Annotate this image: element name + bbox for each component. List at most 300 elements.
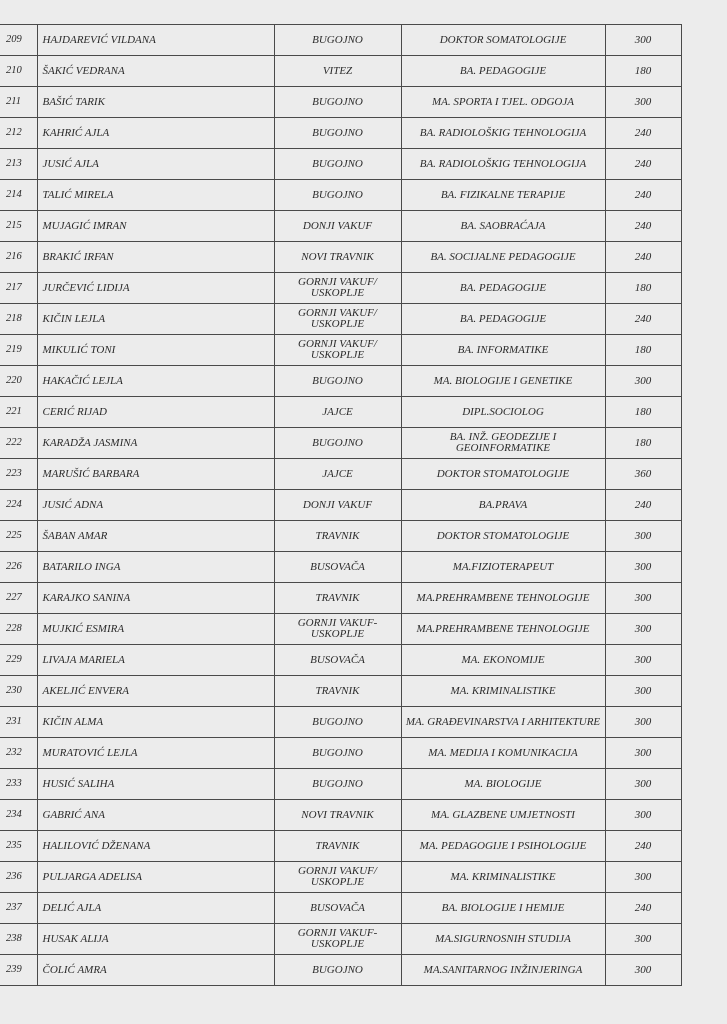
- study-program: MA. PEDAGOGIJE I PSIHOLOGIJE: [419, 840, 587, 852]
- row-number: 210: [6, 65, 22, 76]
- ects-points: 300: [634, 871, 652, 883]
- row-number-cell: [0, 25, 37, 56]
- ects-points-cell: [605, 552, 681, 583]
- study-program: BA. SOCIJALNE PEDAGOGIJE: [430, 251, 576, 263]
- study-program-cell: [401, 180, 605, 211]
- municipality-cell: [274, 242, 401, 273]
- ects-points: 360: [634, 468, 652, 480]
- municipality: JAJCE: [322, 468, 353, 480]
- row-number-cell: [0, 707, 37, 738]
- person-name-cell: [37, 583, 274, 614]
- ects-points-cell: [605, 738, 681, 769]
- study-program: MA. BIOLOGIJE I GENETIKE: [433, 375, 573, 387]
- ects-points: 240: [634, 902, 652, 914]
- study-program-cell: [401, 800, 605, 831]
- municipality-cell: [274, 769, 401, 800]
- ects-points: 300: [634, 623, 652, 635]
- row-number-cell: [0, 676, 37, 707]
- municipality: GORNJI VAKUF/ USKOPLJE: [298, 865, 377, 888]
- study-program-cell: [401, 490, 605, 521]
- row-number-cell: [0, 862, 37, 893]
- ects-points-cell: [605, 924, 681, 955]
- roster-table: [0, 24, 682, 986]
- study-program-cell: [401, 211, 605, 242]
- person-name-cell: [37, 273, 274, 304]
- ects-points: 300: [634, 561, 652, 573]
- municipality: NOVI TRAVNIK: [301, 251, 374, 263]
- ects-points-cell: [605, 521, 681, 552]
- row-number-cell: [0, 428, 37, 459]
- ects-points: 240: [634, 220, 652, 232]
- municipality: BUGOJNO: [312, 375, 363, 387]
- row-number: 223: [6, 468, 22, 479]
- study-program-cell: [401, 831, 605, 862]
- table-row: [0, 335, 681, 366]
- study-program-cell: [401, 366, 605, 397]
- person-name: KARADŽA JASMINA: [42, 437, 138, 449]
- ects-points: 300: [634, 34, 652, 46]
- person-name: MUJAGIĆ IMRAN: [42, 220, 127, 232]
- row-number: 224: [6, 499, 22, 510]
- row-number: 230: [6, 685, 22, 696]
- municipality: DONJI VAKUF: [302, 499, 373, 511]
- table-row: [0, 149, 681, 180]
- table-row: [0, 397, 681, 428]
- municipality-cell: [274, 397, 401, 428]
- municipality: BUGOJNO: [312, 34, 363, 46]
- ects-points: 300: [634, 716, 652, 728]
- person-name: GABRIĆ ANA: [42, 809, 105, 821]
- study-program-cell: [401, 459, 605, 490]
- row-number: 219: [6, 344, 22, 355]
- ects-points-cell: [605, 242, 681, 273]
- ects-points-cell: [605, 149, 681, 180]
- study-program: BA. RADIOLOŠKIG TEHNOLOGIJA: [419, 158, 587, 170]
- row-number: 233: [6, 778, 22, 789]
- person-name: JUSIĆ ADNA: [42, 499, 104, 511]
- table-row: [0, 366, 681, 397]
- municipality-cell: [274, 87, 401, 118]
- municipality: BUGOJNO: [312, 964, 363, 976]
- ects-points: 300: [634, 809, 652, 821]
- ects-points-cell: [605, 211, 681, 242]
- person-name: JUSIĆ AJLA: [42, 158, 99, 170]
- municipality-cell: [274, 180, 401, 211]
- table-row: [0, 800, 681, 831]
- row-number-cell: [0, 769, 37, 800]
- person-name: LIVAJA MARIELA: [42, 654, 125, 666]
- study-program: BA. BIOLOGIJE I HEMIJE: [441, 902, 565, 914]
- study-program: MA. MEDIJA I KOMUNIKACIJA: [428, 747, 578, 759]
- row-number-cell: [0, 366, 37, 397]
- person-name-cell: [37, 366, 274, 397]
- table-row: [0, 211, 681, 242]
- municipality-cell: [274, 490, 401, 521]
- table-row: [0, 428, 681, 459]
- row-number: 239: [6, 964, 22, 975]
- row-number-cell: [0, 211, 37, 242]
- table-row: [0, 521, 681, 552]
- table-row: [0, 459, 681, 490]
- table-row: [0, 273, 681, 304]
- ects-points: 240: [634, 189, 652, 201]
- municipality-cell: [274, 211, 401, 242]
- person-name-cell: [37, 149, 274, 180]
- table-row: [0, 676, 681, 707]
- person-name: KAHRIĆ AJLA: [42, 127, 110, 139]
- study-program-cell: [401, 149, 605, 180]
- study-program: DOKTOR STOMATOLOGIJE: [436, 530, 570, 542]
- table-row: [0, 707, 681, 738]
- row-number: 216: [6, 251, 22, 262]
- study-program-cell: [401, 924, 605, 955]
- person-name-cell: [37, 893, 274, 924]
- study-program-cell: [401, 304, 605, 335]
- table-row: [0, 769, 681, 800]
- row-number-cell: [0, 304, 37, 335]
- municipality: GORNJI VAKUF- USKOPLJE: [297, 617, 378, 640]
- municipality-cell: [274, 335, 401, 366]
- study-program-cell: [401, 893, 605, 924]
- municipality-cell: [274, 149, 401, 180]
- ects-points: 240: [634, 840, 652, 852]
- municipality-cell: [274, 676, 401, 707]
- ects-points-cell: [605, 490, 681, 521]
- ects-points-cell: [605, 800, 681, 831]
- study-program-cell: [401, 769, 605, 800]
- ects-points: 300: [634, 747, 652, 759]
- person-name: ŠABAN AMAR: [42, 530, 108, 542]
- municipality: BUGOJNO: [312, 747, 363, 759]
- study-program: DOKTOR SOMATOLOGIJE: [439, 34, 567, 46]
- row-number: 221: [6, 406, 22, 417]
- ects-points-cell: [605, 955, 681, 986]
- person-name: JURČEVIĆ LIDIJA: [42, 282, 130, 294]
- ects-points: 300: [634, 964, 652, 976]
- ects-points-cell: [605, 707, 681, 738]
- row-number-cell: [0, 87, 37, 118]
- row-number-cell: [0, 831, 37, 862]
- table-row: [0, 862, 681, 893]
- person-name: HUSAK ALIJA: [42, 933, 109, 945]
- row-number: 213: [6, 158, 22, 169]
- person-name: HALILOVIĆ DŽENANA: [42, 840, 151, 852]
- study-program-cell: [401, 862, 605, 893]
- study-program: BA. RADIOLOŠKIG TEHNOLOGIJA: [419, 127, 587, 139]
- row-number: 211: [6, 96, 21, 107]
- ects-points-cell: [605, 862, 681, 893]
- person-name: MIKULIĆ TONI: [42, 344, 116, 356]
- row-number: 220: [6, 375, 22, 386]
- ects-points: 240: [634, 499, 652, 511]
- table-row: [0, 304, 681, 335]
- ects-points-cell: [605, 459, 681, 490]
- municipality-cell: [274, 366, 401, 397]
- row-number-cell: [0, 583, 37, 614]
- person-name: TALIĆ MIRELA: [42, 189, 114, 201]
- municipality-cell: [274, 25, 401, 56]
- person-name-cell: [37, 335, 274, 366]
- row-number-cell: [0, 490, 37, 521]
- study-program: MA.PREHRAMBENE TEHNOLOGIJE: [416, 623, 590, 635]
- study-program-cell: [401, 56, 605, 87]
- municipality-cell: [274, 614, 401, 645]
- municipality: BUGOJNO: [312, 778, 363, 790]
- person-name: HAJDAREVIĆ VILDANA: [42, 34, 156, 46]
- ects-points-cell: [605, 25, 681, 56]
- study-program: MA. SPORTA I TJEL. ODGOJA: [432, 96, 574, 108]
- ects-points: 300: [634, 96, 652, 108]
- municipality-cell: [274, 521, 401, 552]
- study-program-cell: [401, 645, 605, 676]
- ects-points-cell: [605, 769, 681, 800]
- row-number: 214: [6, 189, 22, 200]
- municipality: BUSOVAČA: [310, 654, 365, 666]
- study-program: MA. KRIMINALISTIKE: [450, 871, 556, 883]
- table-row: [0, 180, 681, 211]
- person-name-cell: [37, 707, 274, 738]
- row-number-cell: [0, 738, 37, 769]
- ects-points-cell: [605, 304, 681, 335]
- municipality-cell: [274, 738, 401, 769]
- person-name-cell: [37, 831, 274, 862]
- table-row: [0, 893, 681, 924]
- study-program: MA.SIGURNOSNIH STUDIJA: [435, 933, 571, 945]
- row-number: 217: [6, 282, 22, 293]
- row-number-cell: [0, 800, 37, 831]
- ects-points: 240: [634, 313, 652, 325]
- study-program-cell: [401, 428, 605, 459]
- person-name-cell: [37, 645, 274, 676]
- study-program: BA. FIZIKALNE TERAPIJE: [440, 189, 566, 201]
- table-row: [0, 831, 681, 862]
- person-name: ŠAKIĆ VEDRANA: [42, 65, 125, 77]
- row-number-cell: [0, 397, 37, 428]
- municipality: GORNJI VAKUF/ USKOPLJE: [298, 276, 377, 299]
- study-program-cell: [401, 118, 605, 149]
- study-program-cell: [401, 614, 605, 645]
- table-row: [0, 924, 681, 955]
- study-program: MA.FIZIOTERAPEUT: [452, 561, 554, 573]
- person-name: DELIĆ AJLA: [42, 902, 102, 914]
- ects-points: 300: [634, 592, 652, 604]
- row-number: 212: [6, 127, 22, 138]
- person-name-cell: [37, 118, 274, 149]
- person-name: BATARILO INGA: [42, 561, 121, 573]
- table-row: [0, 645, 681, 676]
- ects-points: 240: [634, 251, 652, 263]
- row-number-cell: [0, 645, 37, 676]
- person-name-cell: [37, 800, 274, 831]
- study-program: MA. GRAĐEVINARSTVA I ARHITEKTURE: [405, 716, 601, 728]
- ects-points-cell: [605, 645, 681, 676]
- study-program-cell: [401, 273, 605, 304]
- ects-points-cell: [605, 273, 681, 304]
- row-number-cell: [0, 924, 37, 955]
- ects-points-cell: [605, 56, 681, 87]
- person-name-cell: [37, 87, 274, 118]
- ects-points-cell: [605, 335, 681, 366]
- row-number-cell: [0, 118, 37, 149]
- study-program: BA.PRAVA: [478, 499, 528, 511]
- study-program-cell: [401, 955, 605, 986]
- table-row: [0, 955, 681, 986]
- municipality-cell: [274, 862, 401, 893]
- municipality-cell: [274, 800, 401, 831]
- row-number: 238: [6, 933, 22, 944]
- row-number-cell: [0, 335, 37, 366]
- row-number-cell: [0, 893, 37, 924]
- ects-points: 300: [634, 654, 652, 666]
- ects-points: 180: [634, 65, 652, 77]
- person-name-cell: [37, 924, 274, 955]
- study-program: MA.PREHRAMBENE TEHNOLOGIJE: [416, 592, 590, 604]
- study-program-cell: [401, 583, 605, 614]
- municipality-cell: [274, 304, 401, 335]
- person-name-cell: [37, 614, 274, 645]
- municipality-cell: [274, 273, 401, 304]
- row-number-cell: [0, 614, 37, 645]
- municipality-cell: [274, 707, 401, 738]
- ects-points-cell: [605, 397, 681, 428]
- municipality-cell: [274, 831, 401, 862]
- municipality: BUGOJNO: [312, 96, 363, 108]
- table-row: [0, 552, 681, 583]
- person-name: KIČIN LEJLA: [42, 313, 106, 325]
- row-number: 229: [6, 654, 22, 665]
- study-program: MA. BIOLOGIJE: [464, 778, 542, 790]
- person-name-cell: [37, 304, 274, 335]
- row-number: 232: [6, 747, 22, 758]
- row-number-cell: [0, 180, 37, 211]
- municipality: BUGOJNO: [312, 437, 363, 449]
- row-number: 225: [6, 530, 22, 541]
- table-row: [0, 614, 681, 645]
- person-name-cell: [37, 242, 274, 273]
- row-number: 231: [6, 716, 22, 727]
- study-program: BA. PEDAGOGIJE: [459, 65, 547, 77]
- municipality: TRAVNIK: [315, 840, 360, 852]
- study-program-cell: [401, 87, 605, 118]
- person-name: MURATOVIĆ LEJLA: [42, 747, 138, 759]
- study-program-cell: [401, 521, 605, 552]
- study-program-cell: [401, 676, 605, 707]
- ects-points: 300: [634, 778, 652, 790]
- ects-points: 300: [634, 685, 652, 697]
- study-program: MA. KRIMINALISTIKE: [450, 685, 556, 697]
- person-name-cell: [37, 955, 274, 986]
- ects-points: 180: [634, 406, 652, 418]
- row-number-cell: [0, 273, 37, 304]
- municipality: TRAVNIK: [315, 530, 360, 542]
- study-program: BA. PEDAGOGIJE: [459, 282, 547, 294]
- municipality-cell: [274, 459, 401, 490]
- person-name: HUSIĆ SALIHA: [42, 778, 115, 790]
- study-program: BA. INŽ. GEODEZIJE I GEOINFORMATIKE: [449, 431, 557, 454]
- person-name: CERIĆ RIJAD: [42, 406, 107, 418]
- ects-points-cell: [605, 893, 681, 924]
- ects-points: 300: [634, 530, 652, 542]
- study-program-cell: [401, 335, 605, 366]
- ects-points-cell: [605, 831, 681, 862]
- person-name: MUJKIĆ ESMIRA: [42, 623, 125, 635]
- study-program: BA. SAOBRAĆAJA: [460, 220, 546, 232]
- person-name: KARAJKO SANINA: [42, 592, 131, 604]
- municipality-cell: [274, 645, 401, 676]
- study-program: BA. PEDAGOGIJE: [459, 313, 547, 325]
- municipality: BUGOJNO: [312, 127, 363, 139]
- municipality: GORNJI VAKUF/ USKOPLJE: [298, 338, 377, 361]
- ects-points: 300: [634, 375, 652, 387]
- municipality-cell: [274, 893, 401, 924]
- table-row: [0, 118, 681, 149]
- ects-points-cell: [605, 614, 681, 645]
- municipality-cell: [274, 428, 401, 459]
- person-name-cell: [37, 397, 274, 428]
- study-program: DIPL.SOCIOLOG: [462, 406, 544, 418]
- roster-table-body: [0, 25, 681, 986]
- row-number: 235: [6, 840, 22, 851]
- municipality-cell: [274, 56, 401, 87]
- municipality: TRAVNIK: [315, 685, 360, 697]
- ects-points-cell: [605, 118, 681, 149]
- person-name-cell: [37, 428, 274, 459]
- row-number-cell: [0, 955, 37, 986]
- person-name-cell: [37, 521, 274, 552]
- study-program: MA. GLAZBENE UMJETNOSTI: [431, 809, 575, 821]
- person-name-cell: [37, 552, 274, 583]
- study-program: BA. INFORMATIKE: [457, 344, 549, 356]
- municipality: GORNJI VAKUF- USKOPLJE: [297, 927, 378, 950]
- row-number-cell: [0, 242, 37, 273]
- study-program-cell: [401, 397, 605, 428]
- person-name-cell: [37, 769, 274, 800]
- table-row: [0, 242, 681, 273]
- person-name: BRAKIĆ IRFAN: [42, 251, 114, 263]
- person-name: KIČIN ALMA: [42, 716, 104, 728]
- row-number: 234: [6, 809, 22, 820]
- ects-points-cell: [605, 428, 681, 459]
- municipality: BUSOVAČA: [310, 902, 365, 914]
- municipality: DONJI VAKUF: [302, 220, 373, 232]
- person-name: ČOLIĆ AMRA: [42, 964, 107, 976]
- row-number: 237: [6, 902, 22, 913]
- row-number: 222: [6, 437, 22, 448]
- row-number: 227: [6, 592, 22, 603]
- person-name-cell: [37, 459, 274, 490]
- municipality: BUGOJNO: [312, 189, 363, 201]
- study-program: DOKTOR STOMATOLOGIJE: [436, 468, 570, 480]
- row-number: 226: [6, 561, 22, 572]
- municipality-cell: [274, 583, 401, 614]
- ects-points: 240: [634, 158, 652, 170]
- table-row: [0, 490, 681, 521]
- study-program-cell: [401, 242, 605, 273]
- ects-points-cell: [605, 87, 681, 118]
- person-name-cell: [37, 738, 274, 769]
- table-row: [0, 738, 681, 769]
- ects-points: 180: [634, 344, 652, 356]
- person-name: MARUŠIĆ BARBARA: [42, 468, 140, 480]
- municipality-cell: [274, 955, 401, 986]
- municipality: NOVI TRAVNIK: [301, 809, 374, 821]
- municipality: GORNJI VAKUF/ USKOPLJE: [298, 307, 377, 330]
- municipality-cell: [274, 118, 401, 149]
- ects-points-cell: [605, 583, 681, 614]
- person-name-cell: [37, 862, 274, 893]
- row-number-cell: [0, 56, 37, 87]
- study-program-cell: [401, 25, 605, 56]
